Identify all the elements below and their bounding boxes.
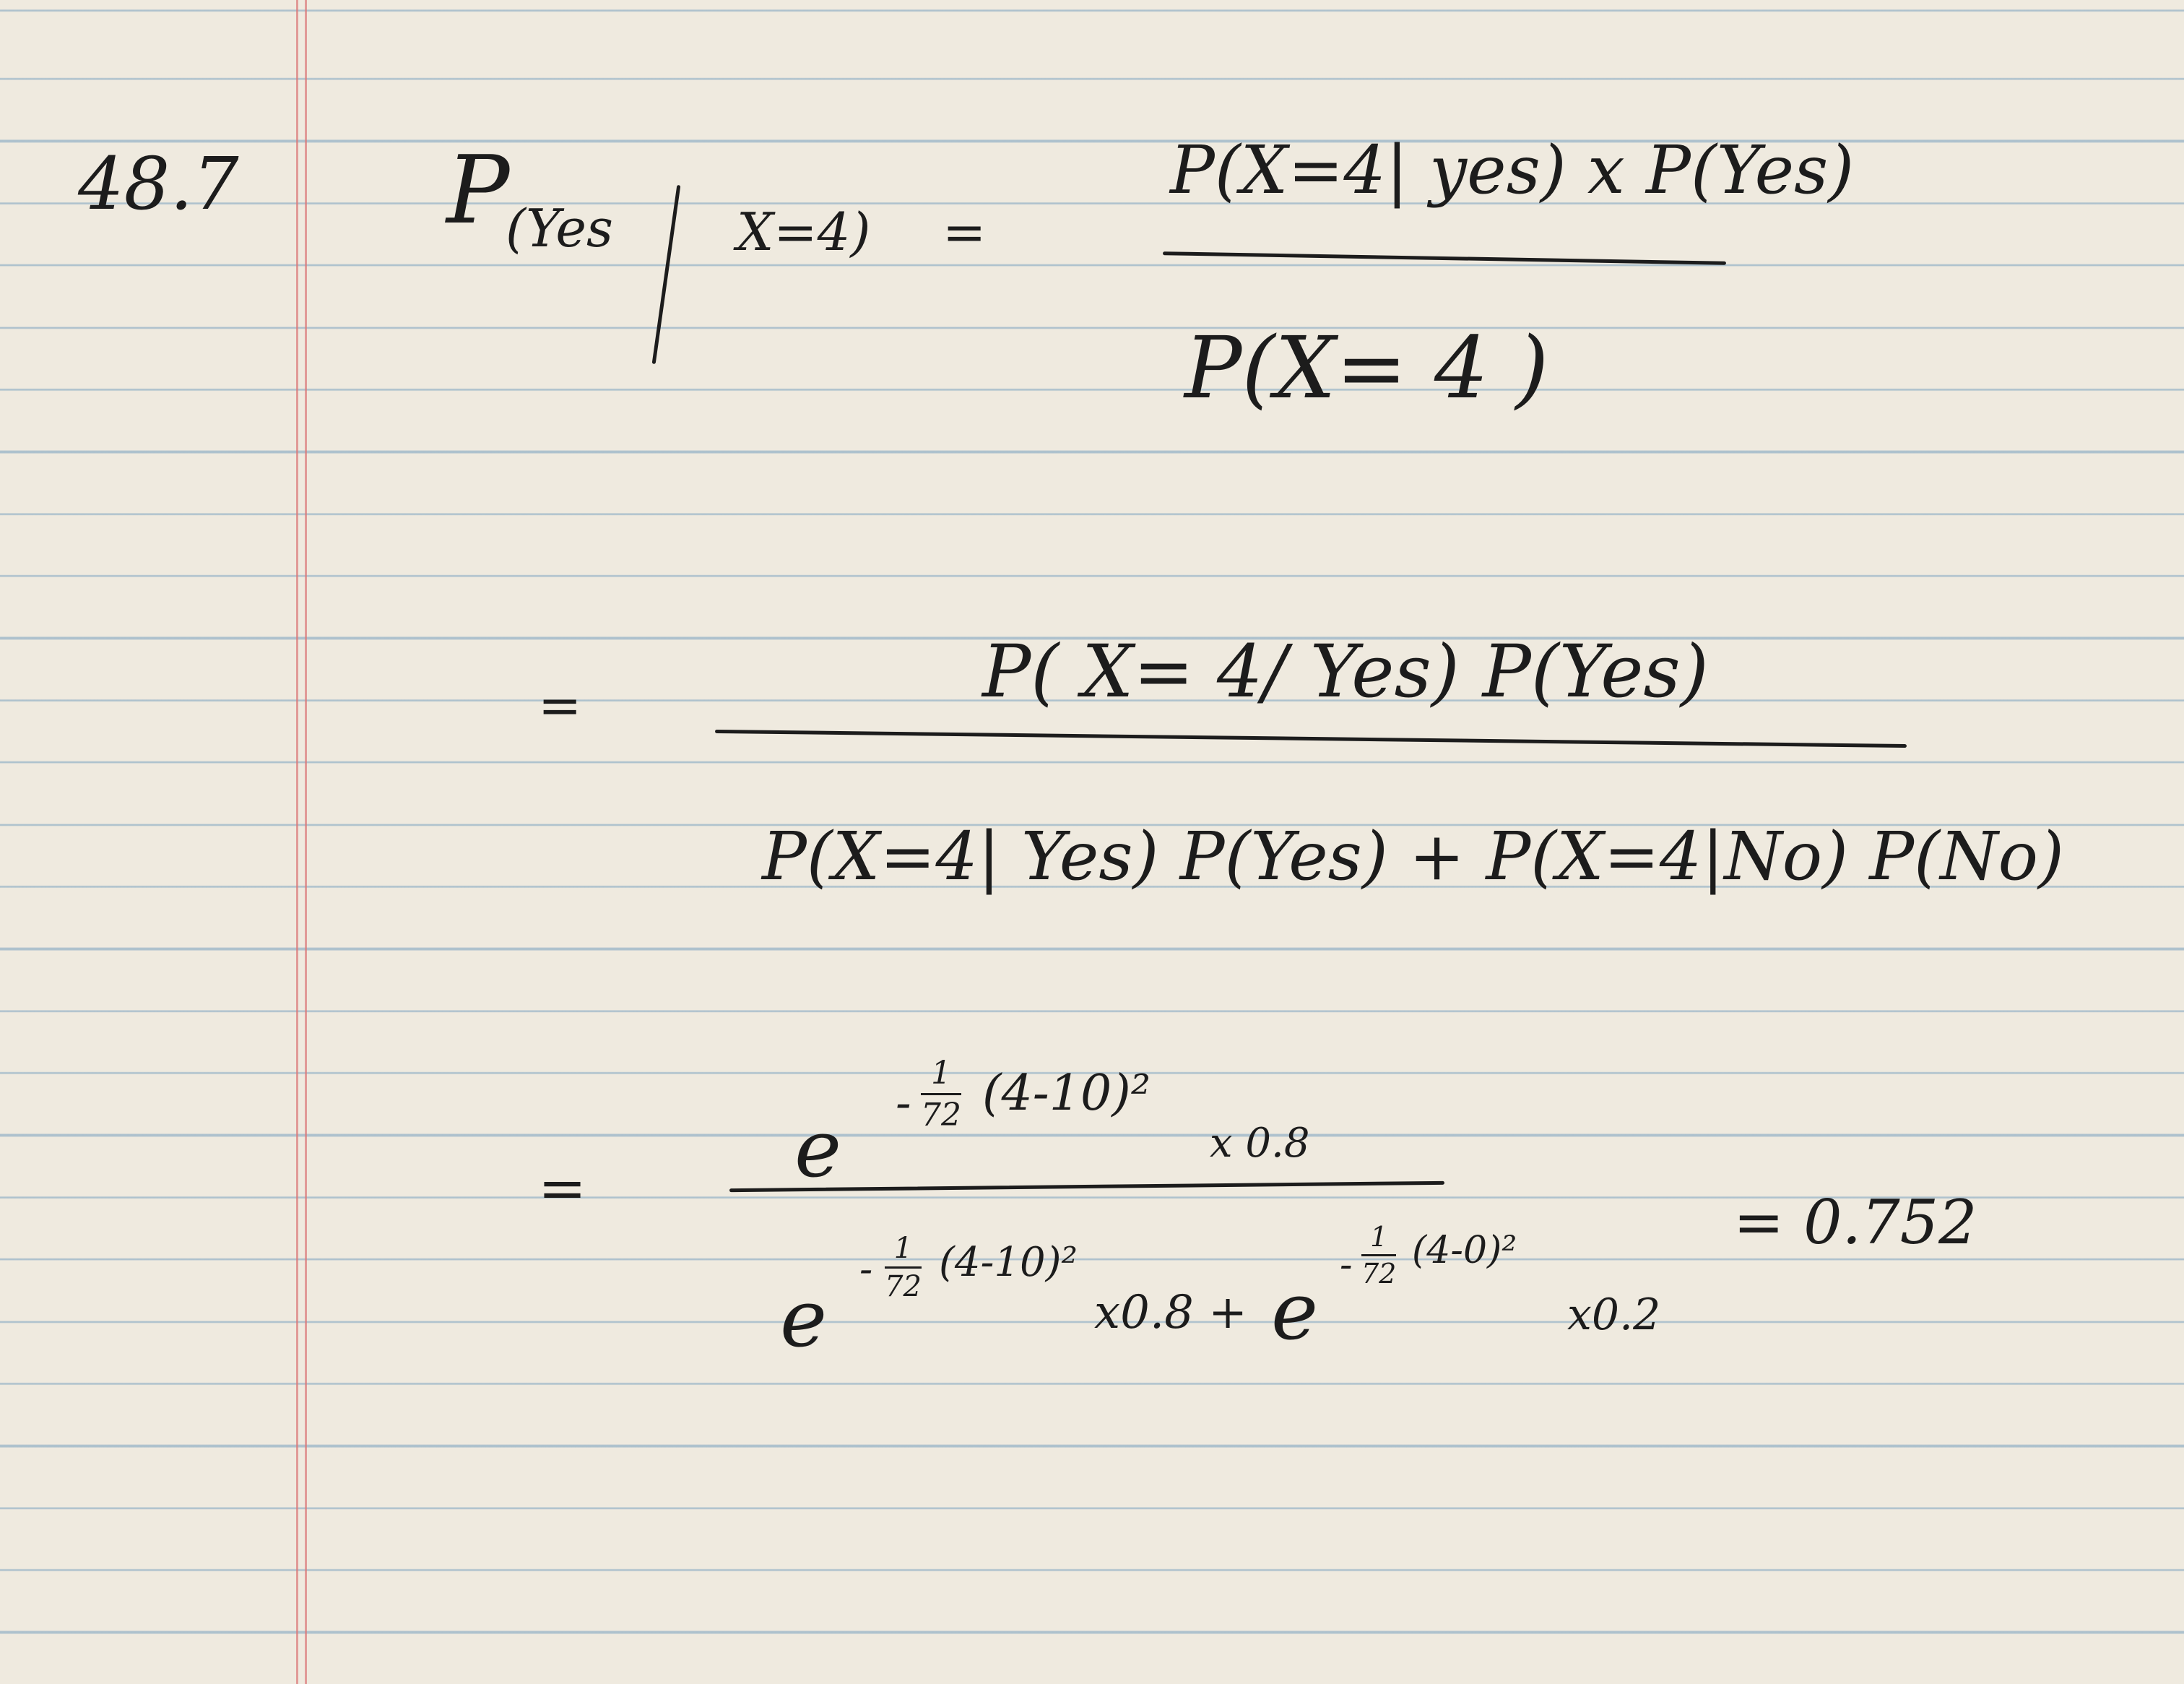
num-frac-bar: [921, 1093, 961, 1095]
given-bar: [652, 185, 681, 364]
den-e2: e: [1271, 1265, 1319, 1357]
line3-equals: =: [538, 1154, 587, 1222]
num-exp-tail: (4-10)²: [982, 1065, 1151, 1122]
den2-frac-bar: [1361, 1254, 1396, 1256]
lhs-condition: X=4): [737, 202, 871, 262]
den-exp1-fraction: [885, 1232, 922, 1303]
den-exp1-tail: (4-10)²: [939, 1239, 1078, 1286]
num-e: e: [794, 1102, 842, 1195]
den-exp2-fraction: [1361, 1221, 1396, 1290]
den2-frac-num: 1: [1370, 1221, 1388, 1253]
final-result: = 0.752: [1733, 1187, 1977, 1258]
num-frac-den: 72: [921, 1097, 961, 1134]
line2-fraction-bar: [715, 730, 1907, 748]
line2-denominator: P(X=4| Yes) P(Yes) + P(X=4|No) P(No): [762, 818, 2064, 895]
den-minus1: -: [859, 1246, 873, 1292]
den1-frac-bar: [885, 1266, 922, 1269]
den1-frac-num: 1: [893, 1232, 913, 1265]
line1-fraction-bar: [1163, 251, 1726, 265]
line1-denominator: P(X= 4 ): [1184, 318, 1549, 418]
num-exp-fraction: [921, 1055, 961, 1134]
den-mult1: x0.8 +: [1094, 1286, 1247, 1339]
line2-numerator: P( X= 4/ Yes) P(Yes): [982, 629, 1709, 714]
den2-frac-den: 72: [1361, 1258, 1397, 1290]
den-exp2-tail: (4-0)²: [1412, 1229, 1517, 1272]
num-frac-num: 1: [931, 1055, 951, 1092]
problem-number: 48.7: [78, 142, 239, 226]
line1-equals: =: [942, 202, 987, 262]
line1-numerator: P(X=4| yes) x P(Yes): [1170, 131, 1855, 209]
num-mult: x 0.8: [1210, 1120, 1310, 1167]
num-minus: -: [896, 1076, 911, 1130]
den-minus2: -: [1340, 1243, 1353, 1287]
lhs-p: P: [446, 135, 510, 245]
lhs-paren-yes: (Yes: [506, 198, 613, 259]
margin-line-left: [296, 0, 298, 1684]
den-e1: e: [780, 1272, 828, 1365]
den-mult2: x0.2: [1567, 1290, 1661, 1340]
line2-equals: =: [538, 675, 582, 735]
den1-frac-den: 72: [885, 1270, 922, 1303]
margin-line-right: [305, 0, 307, 1684]
